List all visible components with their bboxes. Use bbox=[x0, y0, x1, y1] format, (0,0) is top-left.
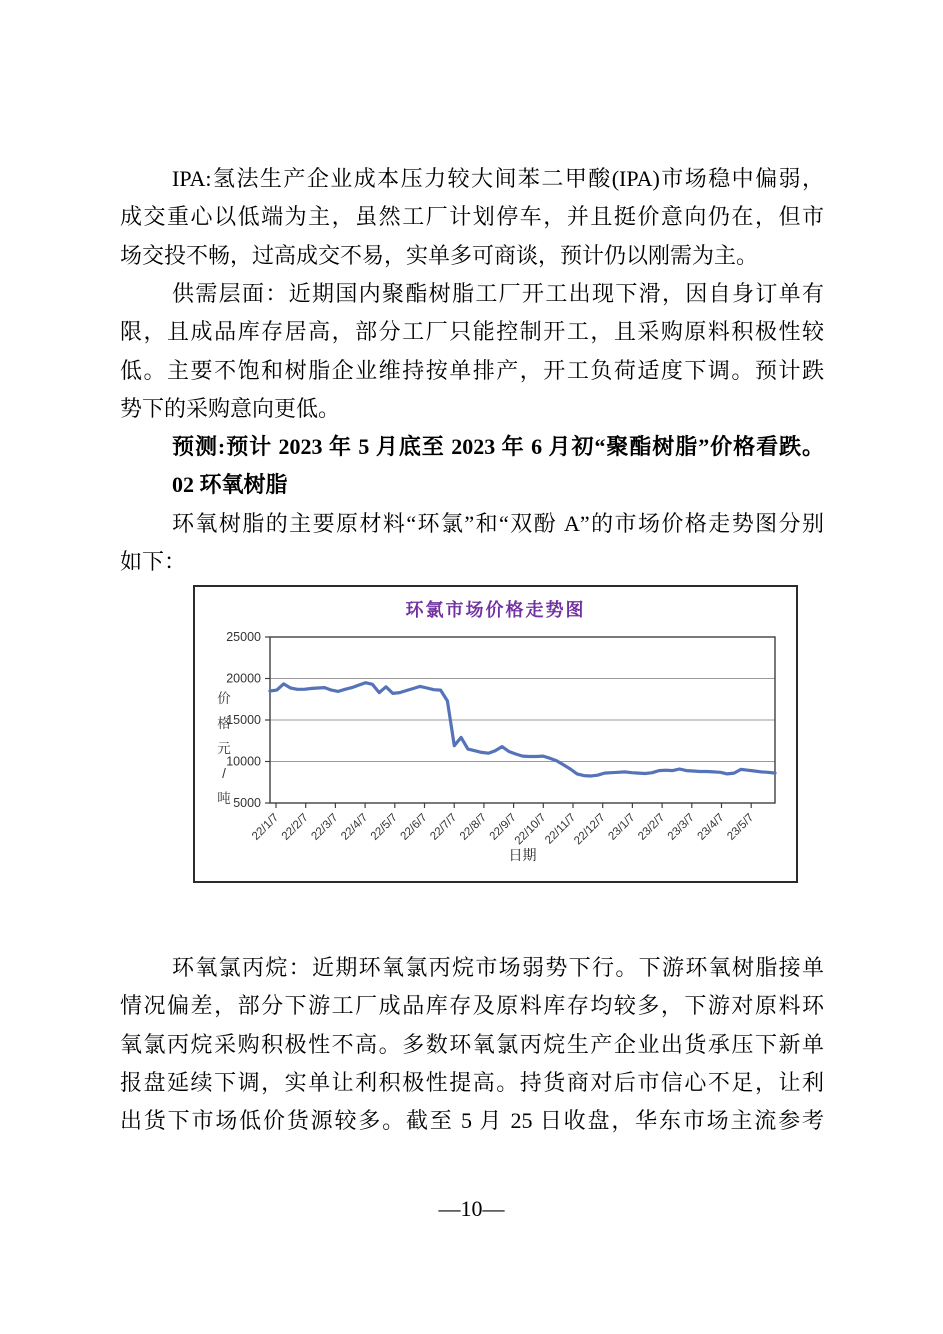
paragraph-line: IPA:氢法生产企业成本压力较大间苯二甲酸(IPA)市场稳中偏弱， bbox=[172, 166, 824, 191]
x-tick-label: 22/3/7 bbox=[309, 811, 341, 843]
paragraph-line: 环氧氯丙烷：近期环氧氯丙烷市场弱势下行。下游环氧树脂接单 bbox=[172, 955, 824, 980]
x-tick-label: 22/7/7 bbox=[428, 811, 460, 843]
paragraph-line: 氧氯丙烷采购积极性不高。多数环氧氯丙烷生产企业出货承压下新单 bbox=[120, 1031, 824, 1057]
section-heading-epoxy bbox=[120, 466, 824, 504]
x-tick-label: 22/8/7 bbox=[457, 811, 490, 843]
y-axis-title-char: 吨 bbox=[217, 791, 231, 806]
paragraph-line: 环氧树脂的主要原材料“环氯”和“双酚 A”的市场价格走势图分别 bbox=[172, 511, 824, 536]
x-tick-label: 22/1/7 bbox=[250, 811, 282, 843]
y-axis-title-char: / bbox=[222, 766, 226, 781]
page-number: —10— bbox=[438, 1196, 505, 1221]
x-tick-label: 22/9/7 bbox=[487, 811, 519, 843]
x-tick-label: 22/4/7 bbox=[339, 811, 371, 843]
y-tick-label: 25000 bbox=[226, 630, 261, 644]
paragraph-ipa bbox=[120, 160, 824, 275]
x-tick-label: 22/10/7 bbox=[512, 811, 549, 848]
paragraph-line: 限，且成品库存居高，部分工厂只能控制开工，且采购原料积极性较 bbox=[120, 319, 824, 345]
paragraph-line: 报盘延续下调，实单让利积极性提高。持货商对后市信心不足，让利 bbox=[120, 1069, 824, 1095]
paragraph-supply-demand bbox=[120, 275, 824, 428]
x-tick-label: 22/5/7 bbox=[368, 811, 400, 843]
paragraph-line: 如下： bbox=[120, 549, 187, 575]
x-tick-label: 23/1/7 bbox=[606, 811, 638, 843]
y-tick-label: 5000 bbox=[233, 796, 261, 810]
x-tick-label: 22/12/7 bbox=[572, 811, 608, 848]
y-tick-label: 15000 bbox=[226, 713, 261, 727]
paragraph-line: 成交重心以低端为主，虽然工厂计划停车，并且挺价意向仍在，但市 bbox=[120, 204, 824, 230]
paragraph-epichlorohydrin bbox=[120, 949, 824, 1140]
paragraph-line: 低。主要不饱和树脂企业维持按单排产，开工负荷适度下调。预计跌 bbox=[120, 357, 824, 383]
y-axis-title-char: 元 bbox=[217, 741, 231, 756]
y-tick-label: 10000 bbox=[226, 754, 261, 769]
x-tick-label: 23/3/7 bbox=[665, 811, 697, 843]
x-axis-title: 日期 bbox=[508, 847, 537, 863]
y-axis-title-char: 格 bbox=[217, 716, 231, 731]
x-tick-label: 22/6/7 bbox=[398, 811, 430, 843]
x-tick-label: 22/11/7 bbox=[543, 811, 579, 847]
price-series-line bbox=[270, 683, 775, 776]
paragraph-line: 情况偏差，部分下游工厂成品库存及原料库存均较多，下游对原料环 bbox=[120, 993, 824, 1019]
paragraph-epoxy-intro bbox=[120, 505, 824, 582]
price-chart-svg bbox=[195, 587, 800, 885]
paragraph-line: 势下的采购意向更低。 bbox=[120, 395, 341, 421]
y-tick-label: 20000 bbox=[226, 671, 261, 686]
paragraph-line: 供需层面：近期国内聚酯树脂工厂开工出现下滑，因自身订单有 bbox=[172, 281, 824, 306]
x-tick-label: 22/2/7 bbox=[279, 811, 311, 843]
heading-line: 02 环氧树脂 bbox=[172, 472, 288, 497]
x-tick-label: 23/2/7 bbox=[636, 811, 668, 843]
paragraph-line: 出货下市场低价货源较多。截至 5 月 25 日收盘，华东市场主流参考 bbox=[120, 1108, 824, 1134]
forecast-line: 预测:预计 2023 年 5 月底至 2023 年 6 月初“聚酯树脂”价格看跌。 bbox=[172, 434, 824, 459]
x-tick-label: 23/4/7 bbox=[695, 811, 727, 843]
forecast-statement bbox=[120, 428, 824, 466]
chart-title: 环氯市场价格走势图 bbox=[405, 600, 586, 620]
x-tick-label: 23/5/7 bbox=[725, 811, 757, 843]
paragraph-line: 场交投不畅，过高成交不易，实单多可商谈，预计仍以刚需为主。 bbox=[120, 242, 759, 268]
price-trend-chart bbox=[193, 585, 798, 883]
y-axis-title-char: 价 bbox=[217, 691, 231, 706]
